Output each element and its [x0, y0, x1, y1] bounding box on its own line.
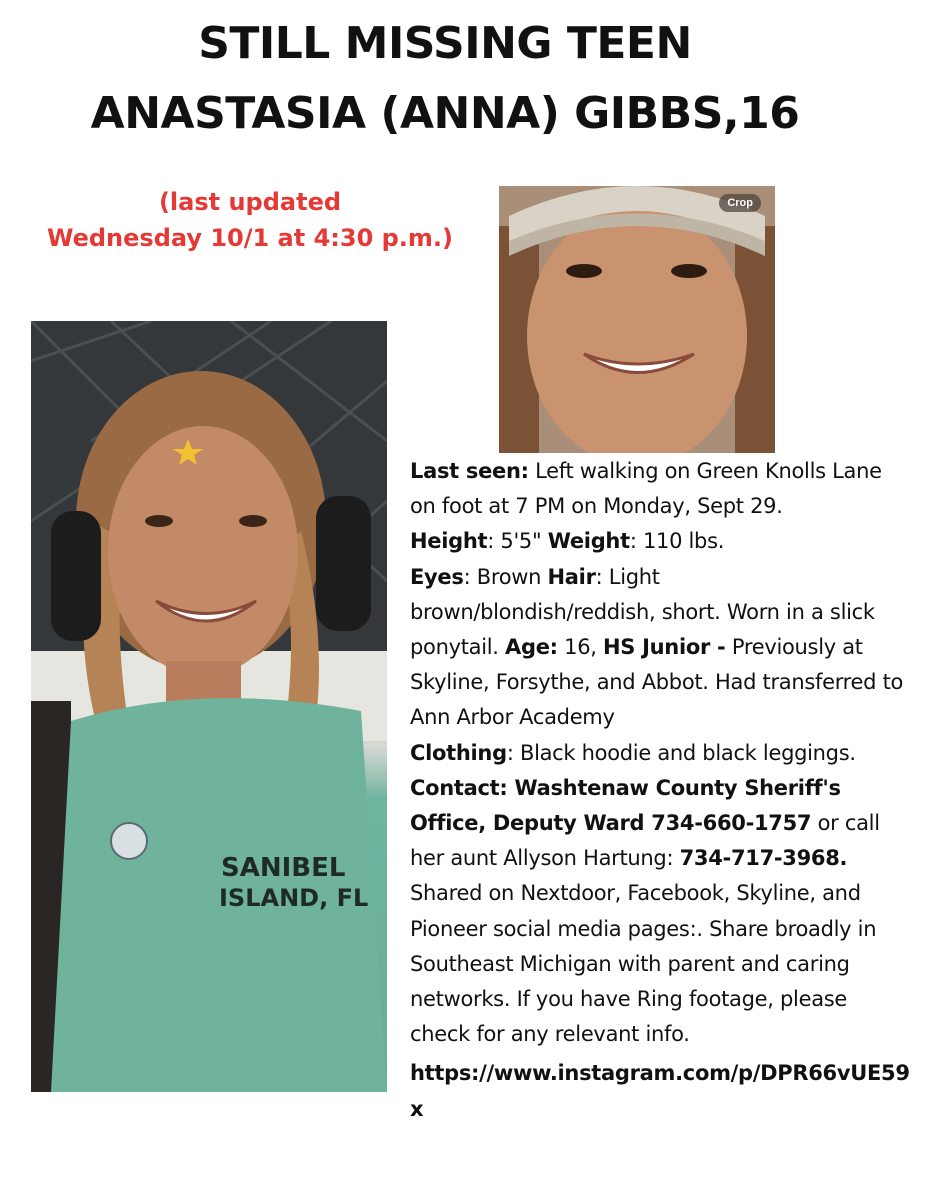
age-label: Age:: [505, 635, 558, 660]
missing-person-details: [410, 454, 910, 1127]
share-instructions: Shared on Nextdoor, Facebook, Skyline, and Pioneer social media pages:. Share broadly in Southeast Michigan with parent and caring networks. If you have Ring footage, please check for any relevant info.: [410, 881, 877, 1047]
weight-label: Weight: [547, 529, 630, 554]
last-updated-line1: (last updated: [158, 188, 342, 216]
eyes-value: : Brown: [463, 564, 548, 589]
contact-aunt: or call her aunt Allyson Hartung:: [410, 811, 880, 871]
portrait-illustration: [31, 321, 387, 1092]
height-value: : 5'5": [487, 529, 548, 554]
eyes-label: Eyes: [410, 564, 464, 589]
last-seen-text: Left walking on Green Knolls Lane on foot at 7 PM on Monday, Sept 29.: [410, 459, 882, 519]
headline-name: ANASTASIA (ANNA) GIBBS,16: [90, 88, 800, 139]
contact-sheriff: Contact: Washtenaw County Sheriff's Office, Deputy Ward 734-660-1757: [410, 775, 841, 836]
shirt-text-line1: SANIBEL: [221, 853, 346, 883]
shirt-text-line2: ISLAND, FL: [219, 884, 369, 912]
school-history: Previously at Skyline, Forsythe, and Abbot. Had transferred to Ann Arbor Academy: [410, 635, 904, 730]
crop-badge: Crop: [719, 194, 761, 212]
headline-still-missing: STILL MISSING TEEN: [198, 18, 692, 69]
photo-full-portrait: [31, 321, 387, 1092]
school-label: HS Junior -: [603, 635, 726, 660]
aunt-phone: 734-717-3968.: [679, 846, 848, 871]
clothing-value: : Black hoodie and black leggings.: [506, 740, 856, 765]
hair-label: Hair: [547, 564, 596, 589]
details-paragraph: [410, 454, 910, 1052]
photo-headshot: [499, 186, 775, 453]
last-seen-label: Last seen:: [410, 459, 529, 483]
last-updated-line2: Wednesday 10/1 at 4:30 p.m.): [46, 224, 454, 252]
clothing-label: Clothing: [410, 740, 507, 765]
instagram-link[interactable]: https://www.instagram.com/p/DPR66vUE59x: [410, 1061, 910, 1121]
height-label: Height: [410, 529, 488, 554]
weight-value: : 110 lbs.: [629, 529, 725, 554]
age-value: 16,: [557, 635, 604, 660]
headshot-illustration: [499, 186, 775, 453]
last-updated-note: [30, 184, 470, 256]
hair-value: : Light brown/blondish/reddish, short. Worn in a slick ponytail.: [410, 564, 875, 660]
